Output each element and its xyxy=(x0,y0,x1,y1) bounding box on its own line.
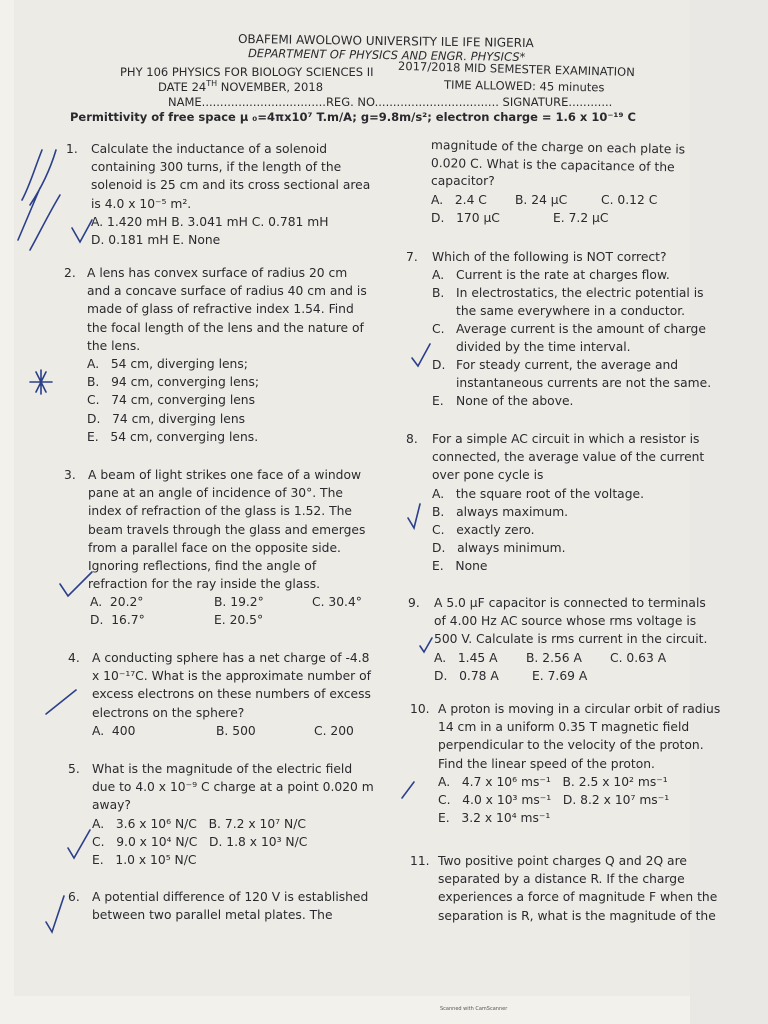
option-row: C. 4.0 x 10³ ms⁻¹ D. 8.2 x 10⁷ ms⁻¹ xyxy=(438,793,670,808)
question-number: 6. xyxy=(68,890,80,904)
option-row: C. Average current is the amount of charge divided by the time interval. xyxy=(432,322,706,354)
option-row: D. 74 cm, diverging lens xyxy=(87,411,246,426)
option-row: A. 54 cm, diverging lens; xyxy=(87,357,248,372)
question-number: 8. xyxy=(406,432,418,446)
question-stem: A lens has convex surface of radius 20 cm and a concave surface of radius 40 cm and is made of glass of refractive index 1.54. Find the focal length of the lens and the nature of the lens. A. 54 cm, diverging lens; B. 94 cm, converging lens; C. 74 cm, converging lens D. 74 cm, diverging lens E. 54 cm, converging lens. xyxy=(87,264,359,446)
option-row: D. 0.78 A E. 7.69 A xyxy=(434,668,588,683)
option-row: B. In electrostatics, the electric potential is the same everywhere in a conductor. xyxy=(432,286,704,318)
right-column xyxy=(404,134,721,1004)
question-number: 11. xyxy=(410,854,430,868)
question-stem: What is the magnitude of the electric field due to 4.0 x 10⁻⁹ C charge at a point 0.020 m away? A. 3.6 x 10⁶ N/C B. 7.2 x 10⁷ N/C C. 9.0 x 10⁴ N/C D. 1.8 x 10³ N/C E. 1.0 x 10⁵ N/C xyxy=(92,760,364,869)
question-stem: A conducting sphere has a net charge of -4.8 x 10⁻¹⁷C. What is the approximate number of excess electrons on these numbers of excess electrons on the sphere? A. 400 B. 500 C. 200 xyxy=(92,651,371,738)
option-row: B. always maximum. xyxy=(432,504,569,519)
question-number: 1. xyxy=(66,142,78,156)
option-row: C. exactly zero. xyxy=(432,523,535,538)
option-row: A. 20.2° B. 19.2° C. 30.4° xyxy=(90,595,362,610)
constants-line: Permittivity of free space μ ₀=4πx10⁷ T.m/A; g=9.8m/s²; electron charge = 1.6 x 10⁻¹⁹ C xyxy=(70,110,636,124)
option-row: C. 74 cm, converging lens xyxy=(87,393,256,408)
option-row: A. 1.420 mH B. 3.041 mH C. 0.781 mH xyxy=(91,214,329,229)
question-number: 7. xyxy=(406,250,418,264)
option-row: A. 4.7 x 10⁶ ms⁻¹ B. 2.5 x 10² ms⁻¹ xyxy=(438,774,668,789)
time-allowed: TIME ALLOWED: 45 minutes xyxy=(443,77,605,95)
question-stem: Which of the following is NOT correct? xyxy=(432,250,667,264)
question-number: 4. xyxy=(68,651,80,665)
question-number: 10. xyxy=(410,702,430,716)
course-title: PHY 106 PHYSICS FOR BIOLOGY SCIENCES II xyxy=(120,65,374,79)
option-row: C. 9.0 x 10⁴ N/C D. 1.8 x 10³ N/C xyxy=(92,834,308,849)
option-row: A. the square root of the voltage. xyxy=(432,486,644,501)
option-row: D. 0.181 mH E. None xyxy=(91,233,221,248)
option-row: B. 94 cm, converging lens; xyxy=(87,375,260,390)
question-stem: Calculate the inductance of a solenoid containing 300 turns, if the length of the solenoid is 25 cm and its cross sectional area is 4.0 x 10⁻⁵ m². A. 1.420 mH B. 3.041 mH C. 0.781 mH D. 0.181 mH E. None xyxy=(91,140,359,249)
option-row: D. always minimum. xyxy=(432,541,566,556)
question-number: 2. xyxy=(64,266,76,280)
question-stem: A beam of light strikes one face of a window pane at an angle of incidence of 30°. The index of refraction of the glass is 1.52. The beam travels through the glass and emerges from a parallel face on the opposite side. Ignoring reflections, find the angle of refraction for the ray inside the glass. A. 20.2° B. 19.2° C. 30.4° D. 16.7° E. 20.5° xyxy=(88,468,366,628)
question-number: 5. xyxy=(68,762,80,776)
scanner-footer: Scanned with CamScanner xyxy=(440,1006,508,1012)
question-number: 9. xyxy=(408,596,420,610)
name-reg-signature-line: NAME..................................REG. NO.................................. SIGNATURE............ xyxy=(168,95,613,109)
question-stem: Two positive point charges Q and 2Q are separated by a distance R. If the charge experiences a force of magnitude F when the separation is R, what is the magnitude of the xyxy=(438,854,718,923)
exam-date: DATE 24TH NOVEMBER, 2018 xyxy=(158,79,324,94)
option-row: E. 54 cm, converging lens. xyxy=(87,429,259,444)
university-name: OBAFEMI AWOLOWO UNIVERSITY ILE IFE NIGERIA xyxy=(237,31,534,51)
option-row: E. None of the above. xyxy=(432,394,574,408)
question-stem: A 5.0 μF capacitor is connected to terminals of 4.00 Hz AC source whose rms voltage is 500 V. Calculate is rms current in the circuit. A. 1.45 A B. 2.56 A C. 0.63 A D. 0.78 A E. 7.69 A xyxy=(434,596,708,683)
option-row: A. 3.6 x 10⁶ N/C B. 7.2 x 10⁷ N/C xyxy=(92,816,306,831)
option-row: D. 170 μC E. 7.2 μC xyxy=(431,210,609,225)
option-row: A. 400 B. 500 C. 200 xyxy=(92,723,354,738)
option-row: D. For steady current, the average and instantaneous currents are not the same. xyxy=(432,358,712,390)
option-row: A. 1.45 A B. 2.56 A C. 0.63 A xyxy=(434,650,667,665)
option-row: D. 16.7° E. 20.5° xyxy=(90,613,264,628)
option-row: A. Current is the rate at charges flow. xyxy=(432,268,670,282)
option-row: E. 3.2 x 10⁴ ms⁻¹ xyxy=(438,811,551,826)
department-name: DEPARTMENT OF PHYSICS AND ENGR. PHYSICS* xyxy=(247,46,526,64)
question-6-continued: magnitude of the charge on each plate is 0.020 C. What is the capacitance of the capacitor? A. 2.4 C B. 24 μC C. 0.12 C D. 170 μC E. 7.2 μC xyxy=(431,136,731,227)
exam-title: 2017/2018 MID SEMESTER EXAMINATION xyxy=(397,58,636,80)
question-number: 3. xyxy=(64,468,76,482)
options-list xyxy=(432,266,732,410)
question-stem: A proton is moving in a circular orbit of radius 14 cm in a uniform 0.35 T magnetic field perpendicular to the velocity of the proton. Find the linear speed of the proton. A. 4.7 x 10⁶ ms⁻¹ B. 2.5 x 10² ms⁻¹ C. 4.0 x 10³ ms⁻¹ D. 8.2 x 10⁷ ms⁻¹ E. 3.2 x 10⁴ ms⁻¹ xyxy=(438,700,720,827)
option-row: E. 1.0 x 10⁵ N/C xyxy=(92,853,197,868)
option-row: A. 2.4 C B. 24 μC C. 0.12 C xyxy=(431,192,658,207)
question-stem: A potential difference of 120 V is established between two parallel metal plates. The xyxy=(92,890,369,923)
question-stem: For a simple AC circuit in which a resistor is connected, the average value of the current over pone cycle is A. the square root of the voltage. B. always maximum. C. exactly zero. D. always minimum. E. None xyxy=(432,430,704,576)
option-row: E. None xyxy=(432,559,488,574)
